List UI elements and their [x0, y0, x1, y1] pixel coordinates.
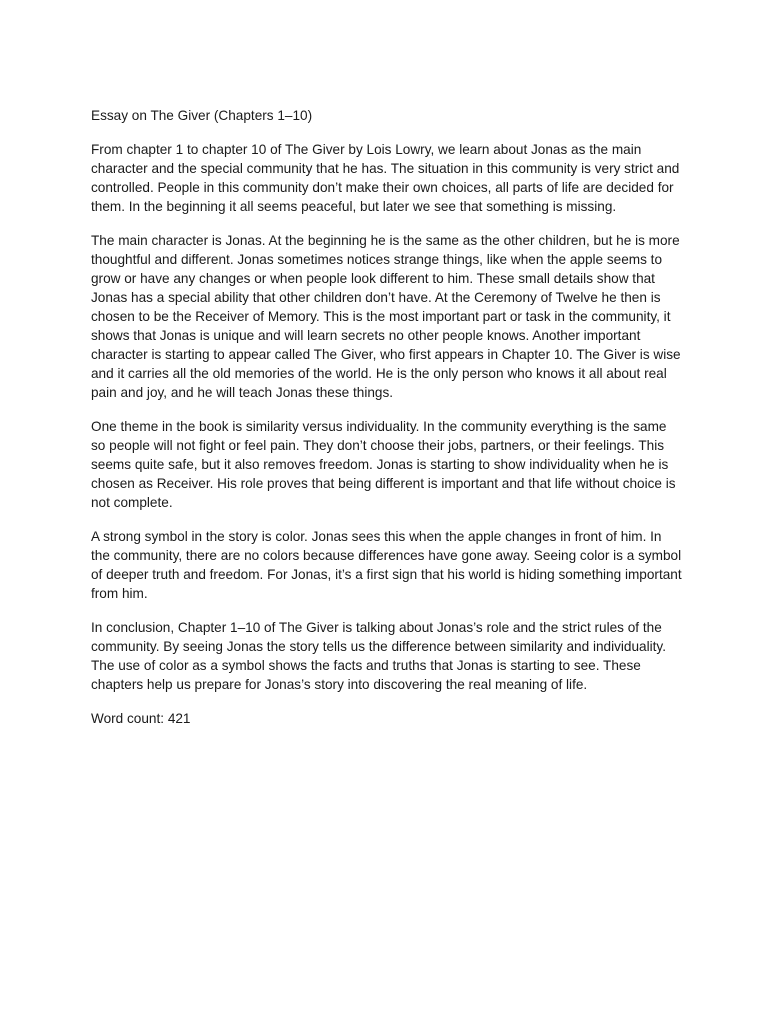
- paragraph-intro: From chapter 1 to chapter 10 of The Giver by Lois Lowry, we learn about Jonas as the main character and the special community that he has. The situation in this community is very strict and controlled. People in this community don’t make their own choices, all parts of life are decided for them. In the beginning it all seems peaceful, but later we see that something is missing.: [91, 142, 680, 214]
- word-count: Word count: 421: [91, 711, 191, 726]
- paragraph-theme: One theme in the book is similarity versus individuality. In the community everything is the same so people will not fight or feel pain. They don’t choose their jobs, partners, or their feelings. This seems quite safe, but it also removes freedom. Jonas is starting to show individuality when he is chosen as Receiver. His role proves that being different is important and that life without choice is not complete.: [91, 419, 676, 510]
- paragraph-conclusion: In conclusion, Chapter 1–10 of The Giver is talking about Jonas’s role and the strict rules of the community. By seeing Jonas the story tells us the difference between similarity and individuality. The use of color as a symbol shows the facts and truths that Jonas is starting to see. These chapters help us prepare for Jonas’s story into discovering the real meaning of life.: [91, 620, 666, 692]
- document-body: [91, 106, 683, 743]
- paragraph-characters: The main character is Jonas. At the beginning he is the same as the other children, but he is more thoughtful and different. Jonas sometimes notices strange things, like when the apple seems to grow or have any changes or when people look different to him. These small details show that Jonas has a special ability that other children don’t have. At the Ceremony of Twelve he then is chosen to be the Receiver of Memory. This is the most important part or task in the community, it shows that Jonas is unique and will learn secrets no other people knows. Another important character is starting to appear called The Giver, who first appears in Chapter 10. The Giver is wise and it carries all the old memories of the world. He is the only person who knows it all about real pain and joy, and he will teach Jonas these things.: [91, 233, 681, 400]
- document-title: Essay on The Giver (Chapters 1–10): [91, 108, 313, 123]
- paragraph-symbol: A strong symbol in the story is color. Jonas sees this when the apple changes in front of him. In the community, there are no colors because differences have gone away. Seeing color is a symbol of deeper truth and freedom. For Jonas, it’s a first sign that his world is hiding something important from him.: [91, 529, 682, 601]
